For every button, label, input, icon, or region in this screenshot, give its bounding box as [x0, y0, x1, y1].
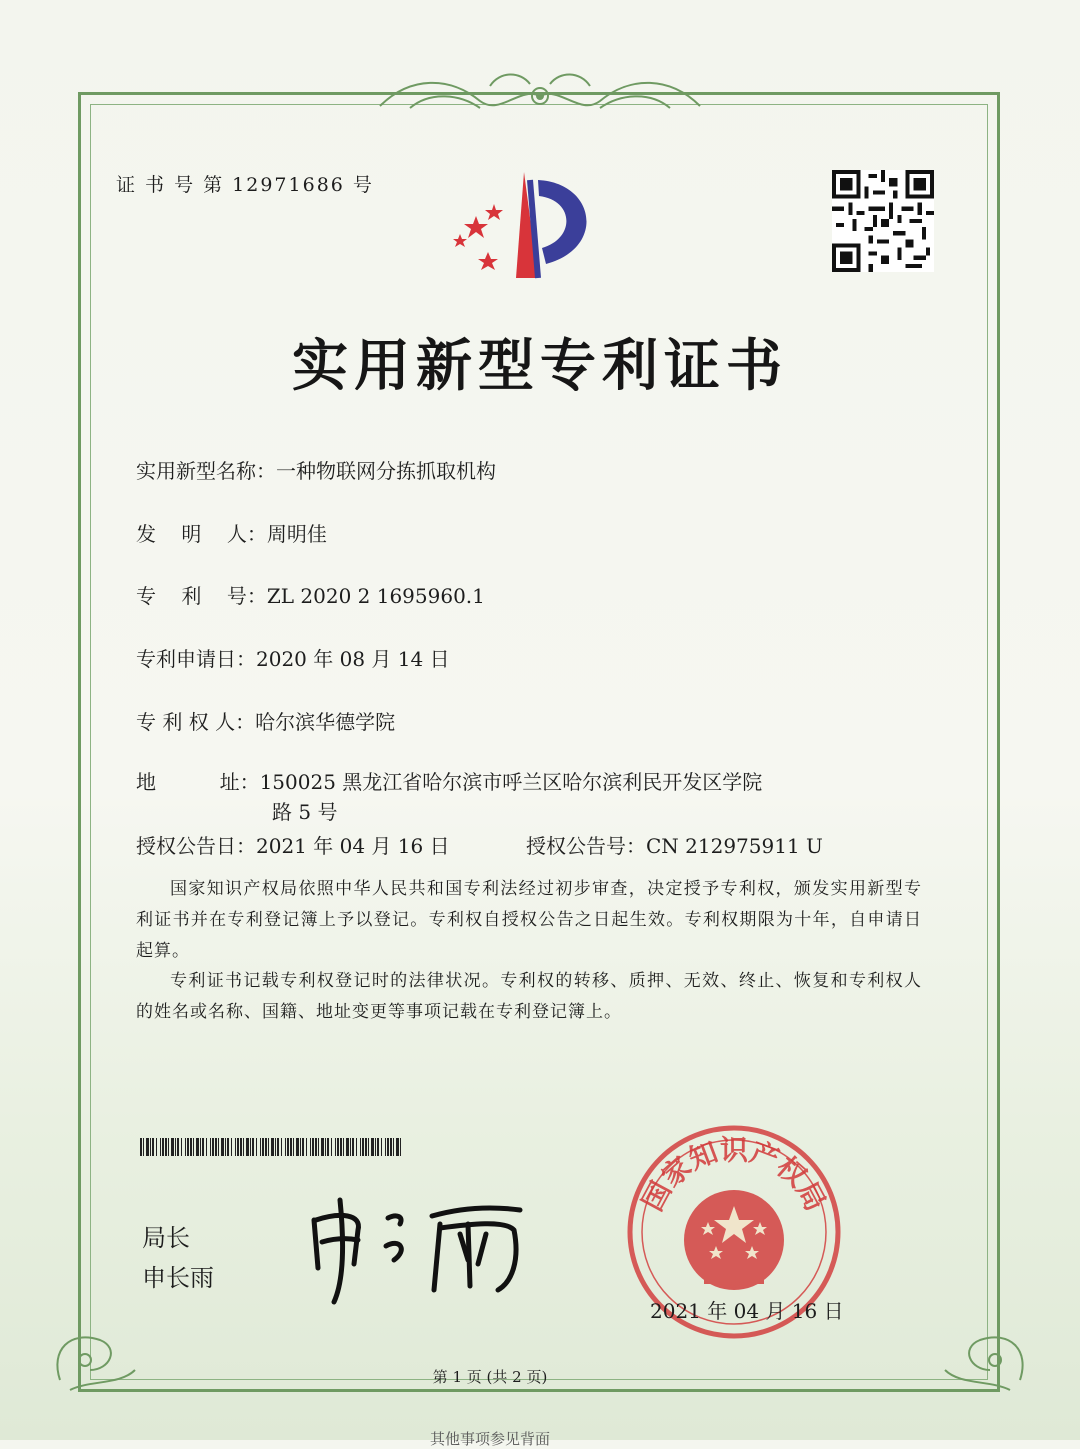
- director-name: 申长雨: [142, 1264, 214, 1292]
- issue-date: 2021 年 04 月 16 日: [650, 1299, 844, 1323]
- field-filing-date-value: 2020 年 08 月 14 日: [256, 647, 450, 671]
- legal-paragraph-1: 国家知识产权局依照中华人民共和国专利法经过初步审查，决定授予专利权，颁发实用新型专利证书并在专利登记簿上予以登记。专利权自授权公告之日起生效。专利权期限为十年，自申请日起算。: [136, 879, 922, 961]
- qr-code: [832, 170, 934, 272]
- bottom-note: 其他事项参见背面: [429, 1430, 550, 1448]
- field-address-value-line1: 150025 黑龙江省哈尔滨市呼兰区哈尔滨利民开发区学院: [259, 770, 763, 794]
- field-address-value-line2: 路 5 号: [272, 800, 338, 824]
- field-address-label: 地 址：: [136, 770, 260, 794]
- field-inventor-value: 周明佳: [266, 522, 327, 546]
- field-filing-date-label: 专利申请日：: [136, 647, 256, 671]
- seal-text: 国家知识产权局: [635, 1133, 833, 1217]
- field-owner-value: 哈尔滨华德学院: [255, 710, 396, 734]
- field-patent-no-label: 专 利 号：: [136, 584, 267, 608]
- director-signature: [300, 1190, 540, 1310]
- field-grant-no-value: CN 212975911 U: [646, 834, 823, 858]
- barcode: [140, 1138, 402, 1156]
- field-grant-date-label: 授权公告日：: [136, 834, 256, 858]
- field-address-row: [136, 766, 762, 795]
- field-owner-label: 专 利 权 人：: [136, 710, 256, 734]
- field-grant-date-value: 2021 年 04 月 16 日: [256, 834, 450, 858]
- certificate-number: 证 书 号 第 12971686 号: [116, 174, 374, 196]
- inner-border: [90, 104, 988, 1380]
- field-patent-no-value: ZL 2020 2 1695960.1: [266, 584, 485, 608]
- field-name-label: 实用新型名称：: [136, 459, 276, 483]
- field-owner-row: [136, 706, 395, 735]
- field-grant-no-label: 授权公告号：: [526, 834, 646, 858]
- field-filing-date-row: [136, 643, 450, 672]
- field-patent-no-row: [136, 580, 485, 609]
- top-ornament: [370, 66, 710, 126]
- field-grant-date-row: [136, 830, 450, 859]
- field-name-row: [136, 455, 496, 484]
- patent-office-logo: [446, 168, 616, 286]
- field-inventor-label: 发 明 人：: [136, 522, 267, 546]
- director-title: 局长: [142, 1224, 190, 1252]
- certificate-title: 实用新型专利证书: [292, 333, 788, 399]
- page-indicator: 第 1 页 (共 2 页): [432, 1368, 548, 1386]
- field-name-value: 一种物联网分拣抓取机构: [276, 459, 496, 483]
- legal-paragraph-2: 专利证书记载专利权登记时的法律状况。专利权的转移、质押、无效、终止、恢复和专利权人的姓名或名称、国籍、地址变更等事项记载在专利登记簿上。: [136, 971, 922, 1022]
- field-grant-no-row: [526, 830, 823, 859]
- field-inventor-row: [136, 518, 327, 547]
